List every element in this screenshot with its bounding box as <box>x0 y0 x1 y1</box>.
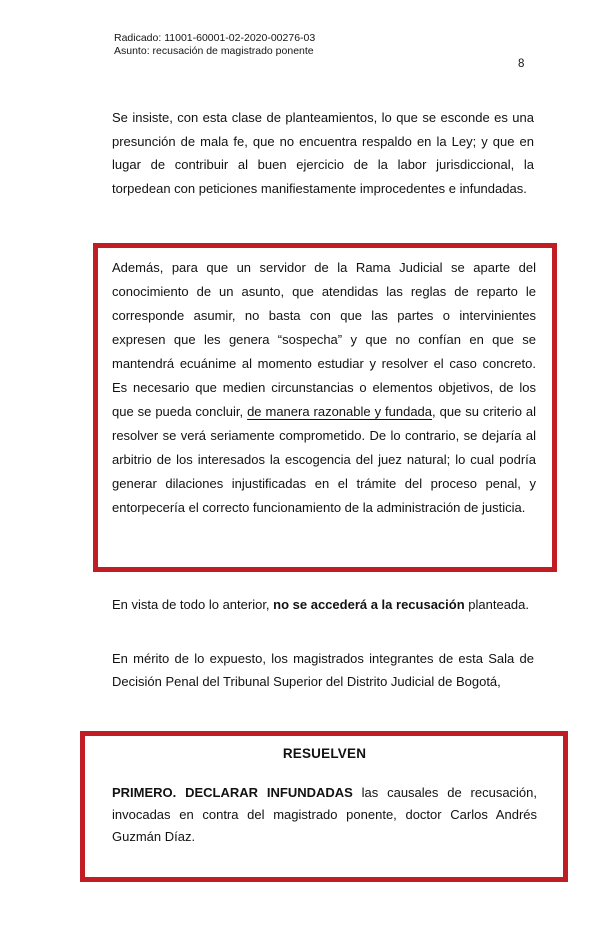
decision-suffix: planteada. <box>464 597 529 612</box>
header-asunto: Asunto: recusación de magistrado ponente <box>114 45 314 57</box>
highlight-box-2 <box>80 731 568 882</box>
document-header <box>114 32 315 58</box>
decision-prefix: En vista de todo lo anterior, <box>112 597 274 612</box>
merit-paragraph: En mérito de lo expuesto, los magistrados integrantes de esta Sala de Decisión Penal del Tribunal Superior del Distrito Judicial de Bogotá, <box>112 651 534 689</box>
box1-paragraph <box>112 256 536 520</box>
box1-text-after-underline: , que su criterio al resolver se verá seriamente comprometido. De lo contrario, se dejaría al arbitrio de los interesados la escogencia del juez natural; lo cual podría generar dilaciones injustificadas en el trámite del proceso penal, y entorpecería el correcto funcionamiento de la administración de justicia. <box>112 404 536 515</box>
box1-underlined-phrase: de manera razonable y fundada <box>247 404 433 419</box>
header-radicado: Radicado: 11001-60001-02-2020-00276-03 <box>114 32 316 44</box>
highlight-box-1 <box>93 243 557 572</box>
intro-paragraph: Se insiste, con esta clase de planteamientos, lo que se esconde es una presunción de mala fe, que no encuentra respaldo en la Ley; y que en lugar de contribuir al buen ejercicio de la labor jurisdiccional, la torpedean con peticiones manifiestamente improcedentes e infundadas. <box>112 110 534 197</box>
resuelven-heading: RESUELVEN <box>282 746 367 761</box>
ruling-rest-text: las causales de recusación, invocadas en contra del magistrado ponente, doctor Carlos Andrés Guzmán Díaz. <box>112 785 538 844</box>
ruling-bold-phrase: PRIMERO. DECLARAR INFUNDADAS <box>112 785 353 800</box>
page-number: 8 <box>518 58 525 70</box>
decision-paragraph <box>112 594 534 616</box>
decision-bold-phrase: no se accederá a la recusación <box>273 597 465 612</box>
box1-text-before-underline: Además, para que un servidor de la Rama Judicial se aparte del conocimiento de un asunto, que atendidas las reglas de reparto le corresponde asumir, no basta con que las partes o intervinientes expresen que les genera “sospecha” y que no confían en que se mantendrá ecuánime al momento estudiar y resolver el caso concreto. Es necesario que medien circunstancias o elementos objetivos, de los que se pueda concluir, <box>112 260 536 419</box>
ruling-paragraph <box>112 782 537 848</box>
